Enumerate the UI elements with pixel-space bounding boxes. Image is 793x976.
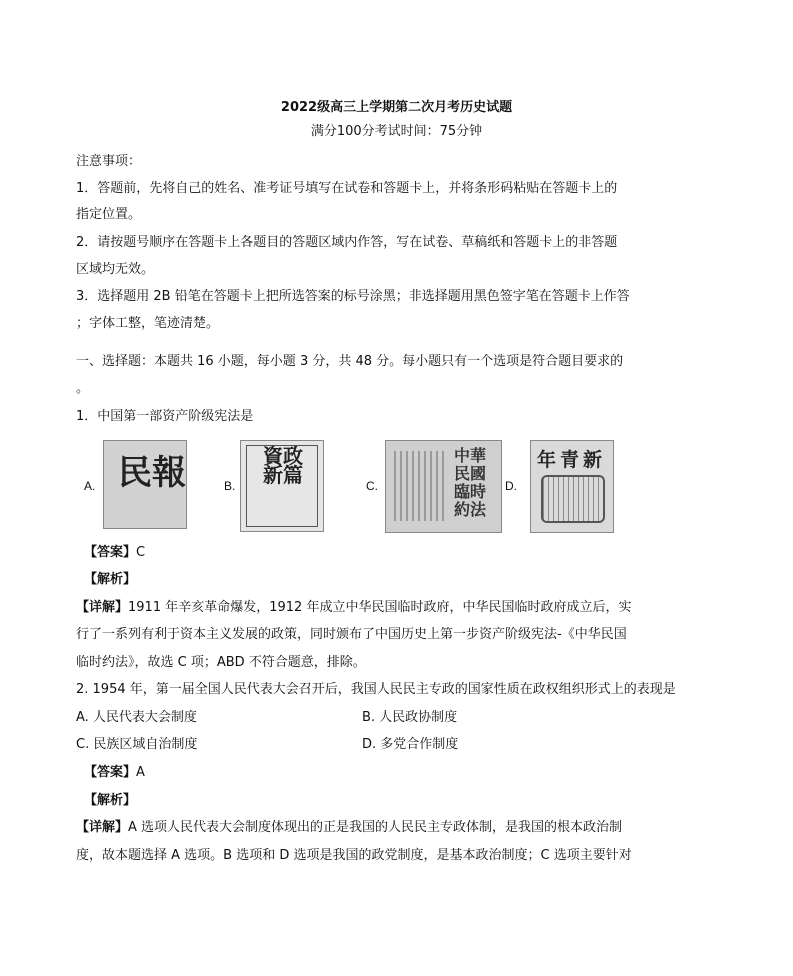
q2-detail-line2: 度，故本题选择 A 选项。B 选项和 D 选项是我国的政党制度，是基本政治制度；C 选项主要针对 <box>76 848 632 863</box>
question-2-stem: 2. 1954 年，第一届全国人民代表大会召开后，我国人民民主专政的国家性质在政权组织形式上的表现是 <box>76 682 676 697</box>
q2-detail-text1: A 选项人民代表大会制度体现出的正是我国的人民民主专政体制，是我国的根本政治制 <box>128 820 623 835</box>
q2-option-a: A. 人民代表大会制度 <box>76 710 197 725</box>
q2-detail-line1 <box>76 820 622 836</box>
option-d-cover-art <box>541 475 605 523</box>
q2-answer <box>84 765 145 781</box>
q2-answer-label: 【答案】 <box>84 765 137 780</box>
notice-item-3-line2: ；字体工整，笔迹清楚。 <box>76 316 220 331</box>
q2-option-c: C. 民族区域自治制度 <box>76 737 198 752</box>
notice-heading: 注意事项： <box>76 154 142 169</box>
page-title: 2022级高三上学期第二次月考历史试题 <box>280 100 513 115</box>
q2-answer-value: A <box>136 765 145 780</box>
notice-item-2-line2: 区域均无效。 <box>76 262 155 277</box>
notice-item-3-line1: 3．选择题用 2B 铅笔在答题卡上把所选答案的标号涂黑；非选择题用黑色签字笔在答题卡上作答 <box>76 289 630 304</box>
option-d-letter: D. <box>505 479 517 493</box>
section-heading-cont: 。 <box>76 381 90 396</box>
option-b-image <box>240 440 324 532</box>
question-1-stem: 1．中国第一部资产阶级宪法是 <box>76 409 254 424</box>
q1-answer-value: C <box>136 545 146 560</box>
option-b-caption: 資政新篇 <box>263 444 303 487</box>
option-a-image <box>103 440 187 529</box>
option-c-image <box>385 440 502 533</box>
option-c-text-columns <box>394 451 446 521</box>
notice-item-2-line1: 2．请按题号顺序在答题卡上各题目的答题区域内作答，写在试卷、草稿纸和答题卡上的非答题 <box>76 235 618 250</box>
q1-detail-line1 <box>76 600 631 616</box>
notice-item-1-line2: 指定位置。 <box>76 207 142 222</box>
q1-detail-line2: 行了一系列有利于资本主义发展的政策，同时颁布了中国历史上第一步资产阶级宪法-《中华民国 <box>76 627 627 642</box>
option-a-letter: A. <box>84 479 96 493</box>
q1-answer <box>84 545 145 561</box>
option-d-caption: 新青年 <box>537 449 607 471</box>
notice-item-1-line1: 1．答题前，先将自己的姓名、准考证号填写在试卷和答题卡上，并将条形码粘贴在答题卡上的 <box>76 181 618 196</box>
option-b-letter: B. <box>224 479 236 493</box>
q1-detail-label: 【详解】 <box>76 600 129 615</box>
page-subtitle: 满分100分考试时间：75分钟 <box>310 124 483 139</box>
option-a-caption: 民報 <box>118 453 186 493</box>
q1-detail-line3: 临时约法》，故选 C 项；ABD 不符合题意，排除。 <box>76 655 366 670</box>
q1-analysis-label: 【解析】 <box>84 572 137 587</box>
option-c-letter: C. <box>366 479 378 493</box>
q1-detail-text1: 1911 年辛亥革命爆发，1912 年成立中华民国临时政府，中华民国临时政府成立后，实 <box>128 600 632 615</box>
q1-answer-label: 【答案】 <box>84 545 137 560</box>
section-heading: 一、选择题：本题共 16 小题，每小题 3 分，共 48 分。每小题只有一个选项是符合题目要求的 <box>76 354 624 369</box>
q2-analysis-label: 【解析】 <box>84 793 137 808</box>
q2-option-b: B. 人民政协制度 <box>362 710 458 725</box>
q2-option-d: D. 多党合作制度 <box>362 737 459 752</box>
option-c-caption: 中華民國臨時約法 <box>454 446 487 519</box>
q2-detail-label: 【详解】 <box>76 820 129 835</box>
option-d-image <box>530 440 614 533</box>
